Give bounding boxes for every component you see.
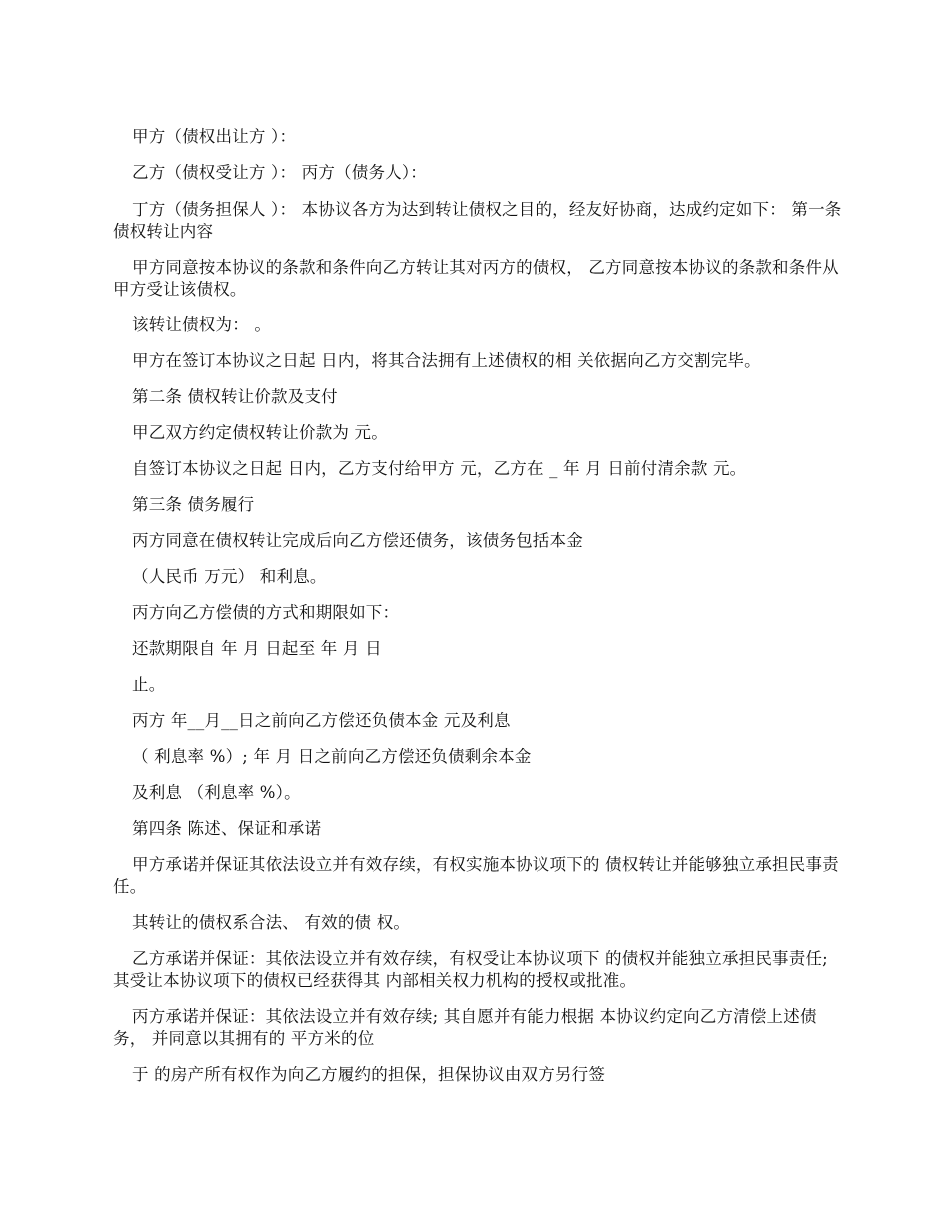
section-heading: 第三条 债务履行 bbox=[132, 495, 255, 514]
section-heading: 第二条 债权转让价款及支付 bbox=[132, 387, 338, 406]
paragraph: 其转让的债权系合法、 有效的债 权。 bbox=[132, 913, 411, 932]
paragraph: 甲方在签订本协议之日起 日内，将其合法拥有上述债权的相 关依据向乙方交割完毕。 bbox=[132, 351, 761, 370]
paragraph: 甲方承诺并保证其依法设立并有效存续，有权实施本协议项下的 债权转让并能够独立承担民事责任。 bbox=[113, 855, 839, 896]
paragraph: （人民币 万元） 和利息。 bbox=[132, 567, 327, 586]
paragraph: 乙方承诺并保证：其依法设立并有效存续，有权受让本协议项下 的债权并能独立承担民事责任; 其受让本协议项下的债权已经获得其 内部相关权力机构的授权或批准。 bbox=[113, 949, 828, 990]
paragraph: 丙方承诺并保证：其依法设立并有效存续; 其自愿并有能力根据 本协议约定向乙方清偿上述债务， 并同意以其拥有的 平方米的位 bbox=[113, 1007, 817, 1048]
paragraph: 及利息 （利息率 %）。 bbox=[132, 783, 301, 802]
paragraph: 甲乙双方约定债权转让价款为 元。 bbox=[132, 423, 388, 442]
paragraph: （ 利息率 %）; 年 月 日之前向乙方偿还负债剩余本金 bbox=[132, 747, 532, 766]
paragraph: 该转让债权为： 。 bbox=[132, 315, 272, 334]
section-heading: 第四条 陈述、保证和承诺 bbox=[132, 819, 322, 838]
paragraph: 丙方同意在债权转让完成后向乙方偿还债务，该债务包括本金 bbox=[132, 531, 583, 550]
paragraph: 甲方同意按本协议的条款和条件向乙方转让其对丙方的债权， 乙方同意按本协议的条款和条件从甲方受让该债权。 bbox=[113, 258, 839, 299]
paragraph: 丙方 年__月__日之前向乙方偿还负债本金 元及利息 bbox=[132, 711, 511, 730]
paragraph: 止。 bbox=[132, 675, 166, 694]
paragraph: 还款期限自 年 月 日起至 年 月 日 bbox=[132, 639, 382, 658]
paragraph: 自签订本协议之日起 日内，乙方支付给甲方 元，乙方在 _ 年 月 日前付清余款 元。 bbox=[132, 459, 747, 478]
paragraph: 于 的房产所有权作为向乙方履约的担保，担保协议由双方另行签 bbox=[132, 1065, 606, 1084]
paragraph: 乙方（债权受让方 ）： 丙方（债务人）： bbox=[132, 163, 427, 182]
paragraph: 丁方（债务担保人 ）： 本协议各方为达到转让债权之目的，经友好协商，达成约定如下： 第一条 债权转让内容 bbox=[113, 200, 842, 241]
paragraph: 丙方向乙方偿债的方式和期限如下： bbox=[132, 603, 400, 622]
paragraph: 甲方（债权出让方 ）： bbox=[132, 127, 297, 146]
